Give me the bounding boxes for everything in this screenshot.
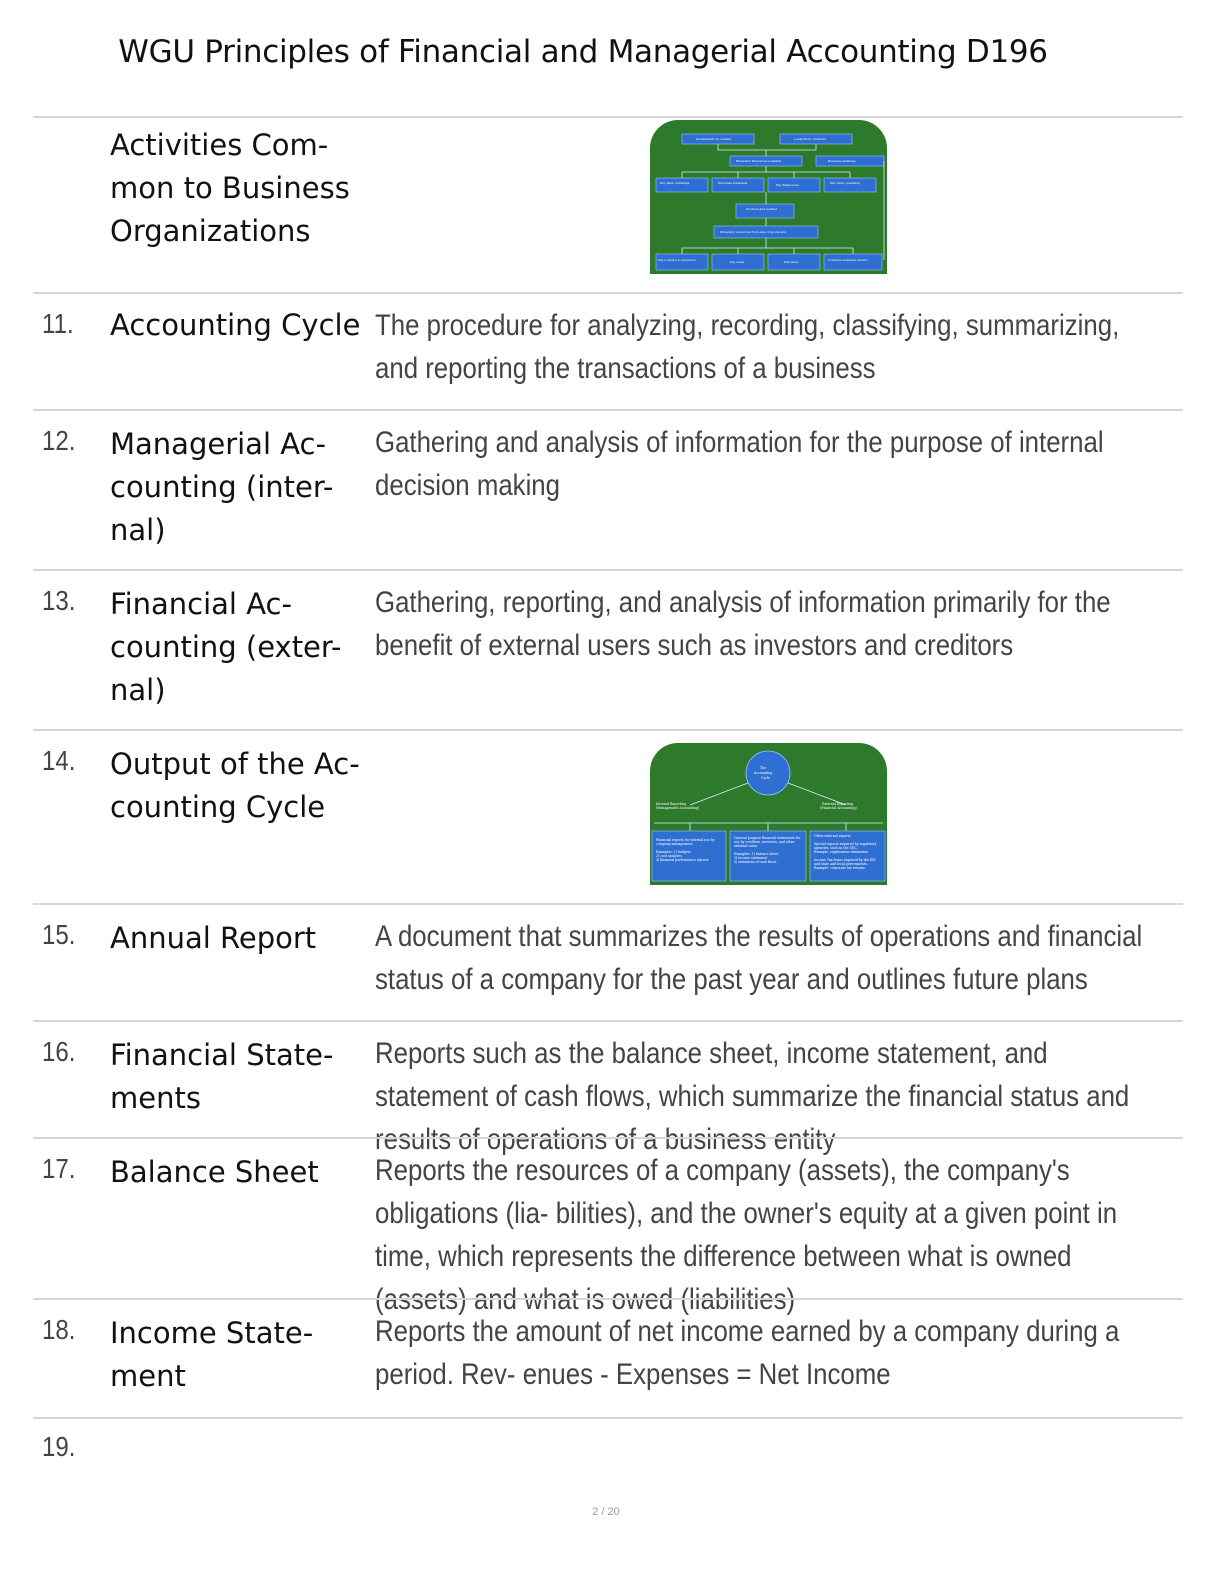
table-row bbox=[33, 116, 1183, 294]
svg-text:General purpose financial stat: General purpose financial statements for bbox=[734, 836, 801, 840]
svg-text:Purchase materials: Purchase materials bbox=[718, 181, 748, 185]
row-number: 14. bbox=[42, 745, 76, 776]
row-number: 11. bbox=[42, 308, 74, 339]
definition: Gathering, reporting, and analysis of information primarily for the benefit of external users such as investors and creditors bbox=[375, 586, 1111, 662]
table-row bbox=[33, 1417, 1183, 1477]
svg-text:external users.: external users. bbox=[734, 844, 759, 848]
svg-text:use by creditors, investors, a: use by creditors, investors, and other bbox=[734, 840, 795, 844]
svg-text:Example: registration statemen: Example: registration statements bbox=[814, 850, 869, 854]
accounting-cycle-diagram bbox=[650, 743, 887, 885]
table-row bbox=[33, 729, 1183, 905]
definition: The procedure for analyzing, recording, classifying, summarizing, and reporting the transactions of a business bbox=[375, 309, 1120, 385]
row-number: 17. bbox=[42, 1153, 76, 1184]
definition: Gathering and analysis of information for the purpose of internal decision making bbox=[375, 426, 1104, 502]
svg-text:2) income statement: 2) income statement bbox=[734, 856, 768, 860]
svg-text:3) financial performance repor: 3) financial performance reports bbox=[656, 858, 709, 862]
svg-text:Examples: 1) balance sheet: Examples: 1) balance sheet bbox=[734, 852, 779, 856]
svg-text:Accounting: Accounting bbox=[754, 771, 773, 775]
svg-text:2) cost analyses: 2) cost analyses bbox=[656, 854, 682, 858]
svg-text:agencies, such as the SEC.: agencies, such as the SEC. bbox=[814, 846, 858, 850]
term: Income State- ment bbox=[110, 1316, 314, 1393]
svg-text:Pay other operating: Pay other operating bbox=[830, 181, 861, 185]
page-number: 2 / 20 bbox=[592, 1506, 620, 1518]
term: Accounting Cycle bbox=[110, 308, 361, 342]
definition: A document that summarizes the results of operations and financial status of a company for the past year and outlines future plans bbox=[375, 920, 1143, 996]
term: Balance Sheet bbox=[110, 1155, 319, 1189]
svg-text:Income Tax forms required by t: Income Tax forms required by the IRS bbox=[814, 858, 876, 862]
definition: Reports the amount of net income earned by a company during a period. Rev- enues - Expenses = Net Income bbox=[375, 1315, 1120, 1391]
svg-text:Cycle: Cycle bbox=[761, 776, 770, 780]
table-row bbox=[33, 1020, 1183, 1156]
svg-text:(Management Accounting): (Management Accounting) bbox=[656, 806, 700, 810]
svg-text:Internal Reporting: Internal Reporting bbox=[656, 802, 687, 806]
row-number: 19. bbox=[42, 1431, 76, 1462]
table-row bbox=[33, 292, 1183, 411]
svg-text:External Reporting: External Reporting bbox=[822, 802, 853, 806]
svg-text:Monetary resources from sale o: Monetary resources from sale of goods and bbox=[720, 230, 787, 234]
term: Activities Com- mon to Business Organizations bbox=[110, 128, 350, 248]
svg-text:Pay taxes: Pay taxes bbox=[784, 260, 799, 264]
term: Annual Report bbox=[110, 921, 317, 955]
table-row bbox=[33, 1137, 1183, 1316]
row-number: 12. bbox=[42, 425, 76, 456]
svg-text:Business earnings: Business earnings bbox=[828, 159, 856, 163]
table-row bbox=[33, 569, 1183, 731]
svg-text:Investments by owners: Investments by owners bbox=[696, 137, 732, 141]
term: Managerial Ac- counting (inter- nal) bbox=[110, 427, 334, 547]
row-number: 16. bbox=[42, 1036, 76, 1067]
svg-text:(Financial Accounting): (Financial Accounting) bbox=[820, 806, 857, 810]
table-row bbox=[33, 903, 1183, 1022]
definition: Reports the resources of a company (assets), the company's obligations (lia- bilities), and the owner's equity at a given point in time, which represents the difference between what is owned (assets) and what is owed (liabilities) bbox=[375, 1154, 1118, 1316]
svg-text:Pay Employees: Pay Employees bbox=[776, 183, 799, 187]
row-number: 18. bbox=[42, 1314, 76, 1345]
definition: Reports such as the balance sheet, income statement, and statement of cash flows, which summarize the financial status and results of operations of a business entity bbox=[375, 1037, 1130, 1156]
svg-text:Pay a return to investors: Pay a return to investors bbox=[658, 258, 696, 262]
term: Financial Ac- counting (exter- nal) bbox=[110, 587, 342, 707]
row-number: 13. bbox=[42, 585, 76, 616]
term: Output of the Ac- counting Cycle bbox=[110, 747, 360, 824]
svg-text:Produce and market: Produce and market bbox=[746, 207, 777, 211]
svg-text:Buy land, buildings: Buy land, buildings bbox=[660, 181, 690, 185]
svg-text:Example: corporate tax returns: Example: corporate tax returns bbox=[814, 866, 865, 870]
activities-diagram bbox=[650, 120, 887, 274]
svg-text:Special reports required by re: Special reports required by regulatory bbox=[814, 842, 877, 846]
svg-text:3) statement of cash flows: 3) statement of cash flows bbox=[734, 860, 777, 864]
svg-text:Examples: 1) budgets: Examples: 1) budgets bbox=[656, 850, 691, 854]
svg-text:Loans from creditors: Loans from creditors bbox=[794, 137, 826, 141]
svg-text:Continue business activity: Continue business activity bbox=[828, 258, 869, 262]
svg-text:Financial reports for internal: Financial reports for internal use by bbox=[656, 838, 715, 842]
svg-text:Other external reports: Other external reports bbox=[814, 834, 851, 838]
term: Financial State- ments bbox=[110, 1038, 334, 1115]
svg-text:The: The bbox=[760, 766, 767, 770]
table-row bbox=[33, 1298, 1183, 1419]
row-number: 15. bbox=[42, 919, 76, 950]
svg-text:and state and local government: and state and local governments. bbox=[814, 862, 868, 866]
svg-text:Pay loans: Pay loans bbox=[730, 260, 745, 264]
page-title: WGU Principles of Financial and Managerial Accounting D196 bbox=[118, 34, 1048, 70]
svg-text:Monetary Resources (capital): Monetary Resources (capital) bbox=[736, 159, 781, 163]
table-row bbox=[33, 409, 1183, 571]
svg-text:company management.: company management. bbox=[656, 842, 694, 846]
